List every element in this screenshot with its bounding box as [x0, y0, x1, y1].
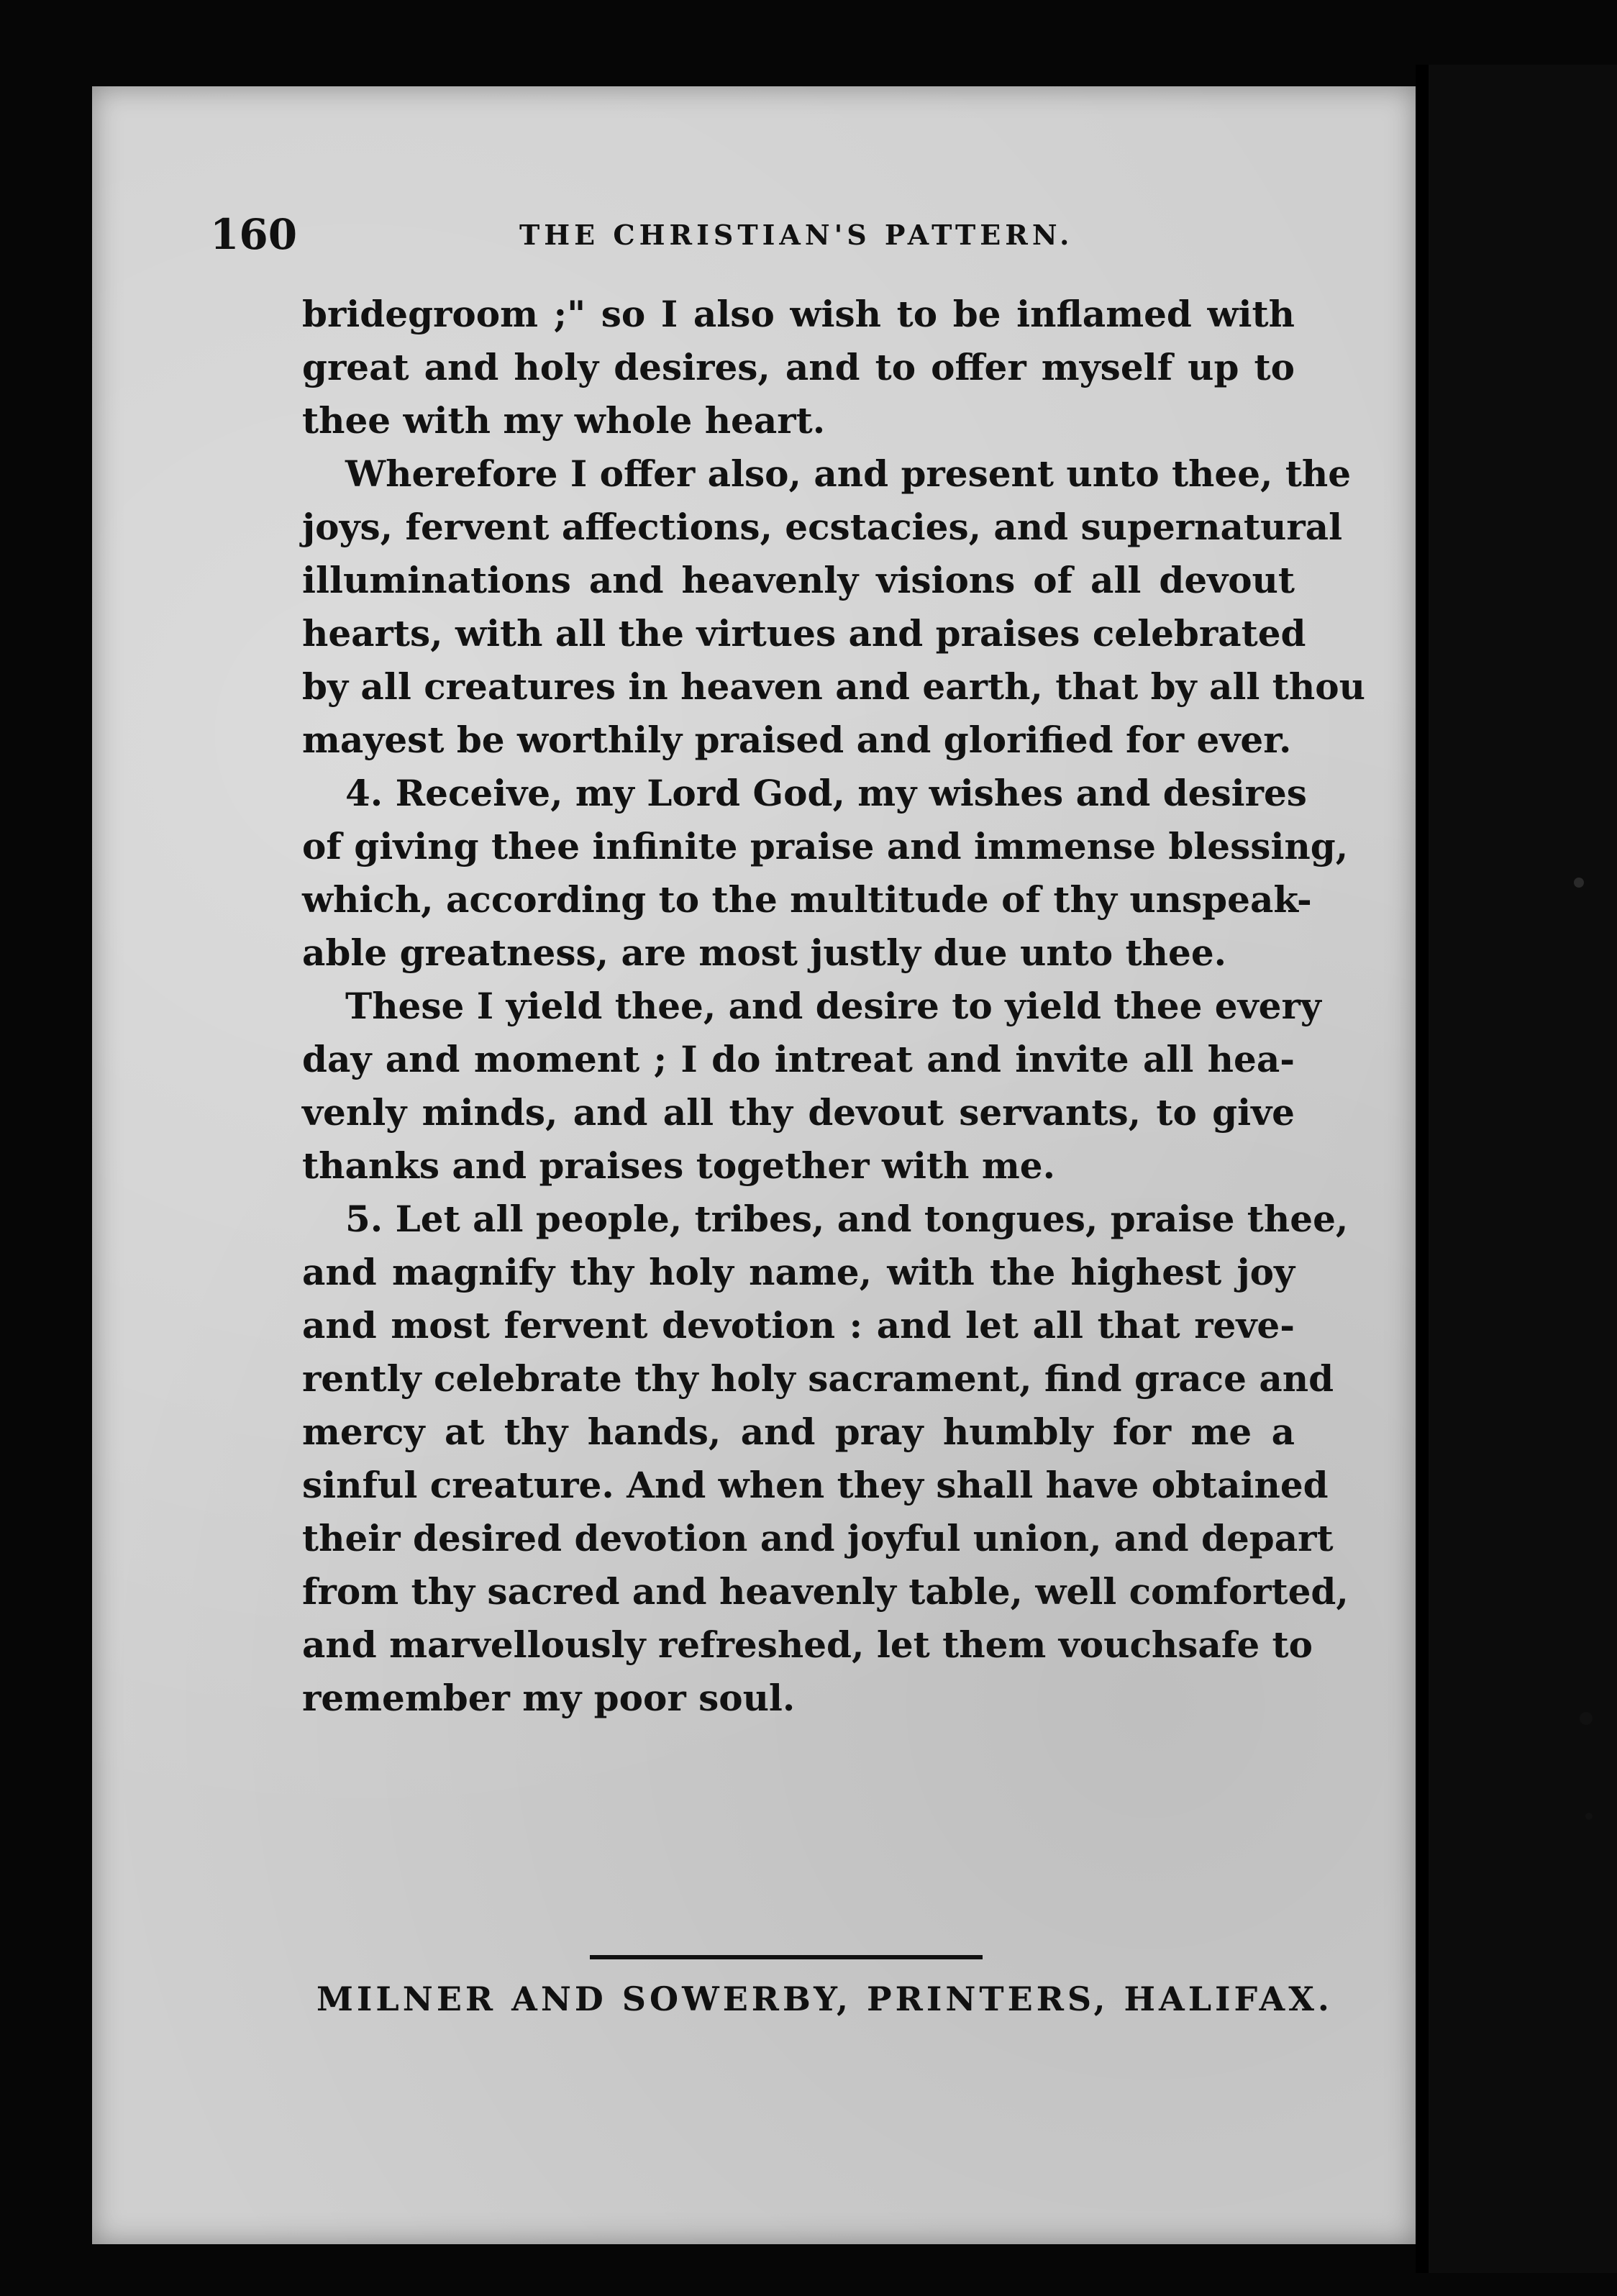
running-title: THE CHRISTIAN'S PATTERN. [519, 219, 1074, 251]
text-line: thee with my whole heart. [302, 399, 826, 442]
page-number: 160 [210, 210, 298, 259]
text-line: bridegroom ;" so I also wish to be inflamed with [302, 293, 1295, 335]
text-line: rently celebrate thy holy sacrament, find grace and [302, 1357, 1334, 1400]
text-line: by all creatures in heaven and earth, that by all thou [302, 665, 1365, 708]
text-line: day and moment ; I do intreat and invite all hea- [302, 1038, 1295, 1080]
text-line: from thy sacred and heavenly table, well comforted, [302, 1570, 1349, 1613]
facing-page-strip [1429, 65, 1617, 2273]
text-line: of giving thee infinite praise and immense blessing, [302, 825, 1349, 867]
printer-imprint: MILNER AND SOWERBY, PRINTERS, HALIFAX. [316, 1980, 1333, 2018]
page-header [210, 210, 1289, 268]
scan-speck [1585, 1813, 1593, 1820]
text-line: remember my poor soul. [302, 1677, 796, 1719]
text-line: 5. Let all people, tribes, and tongues, praise thee, [345, 1198, 1349, 1240]
text-line: thanks and praises together with me. [302, 1144, 1055, 1187]
text-line: mayest be worthily praised and glorified for ever. [302, 719, 1292, 761]
text-line: Wherefore I offer also, and present unto thee, the [345, 452, 1352, 495]
text-line: sinful creature. And when they shall have obtained [302, 1464, 1329, 1506]
text-line: their desired devotion and joyful union, and depart [302, 1517, 1334, 1559]
text-line: illuminations and heavenly visions of all devout [302, 559, 1295, 601]
text-line: and magnify thy holy name, with the highest joy [302, 1251, 1295, 1293]
divider-rule [590, 1955, 983, 1959]
text-line: hearts, with all the virtues and praises celebrated [302, 612, 1306, 655]
text-line: venly minds, and all thy devout servants, to give [302, 1091, 1295, 1134]
text-line: which, according to the multitude of thy unspeak- [302, 878, 1312, 921]
body-text [302, 288, 1365, 1726]
text-line: These I yield thee, and desire to yield thee every [345, 985, 1321, 1027]
text-line: able greatness, are most justly due unto thee. [302, 931, 1227, 974]
scan-speck [1580, 1712, 1593, 1725]
text-line: joys, fervent affections, ecstacies, and supernatural [302, 506, 1343, 548]
text-line: mercy at thy hands, and pray humbly for me a [302, 1411, 1295, 1453]
text-line: and most fervent devotion : and let all that reve- [302, 1304, 1295, 1347]
text-line: and marvellously refreshed, let them vouchsafe to [302, 1623, 1313, 1666]
scan-speck [1574, 878, 1584, 888]
text-line: great and holy desires, and to offer myself up to [302, 346, 1295, 388]
page-edge [1416, 65, 1429, 2273]
text-line: 4. Receive, my Lord God, my wishes and desires [345, 772, 1307, 814]
